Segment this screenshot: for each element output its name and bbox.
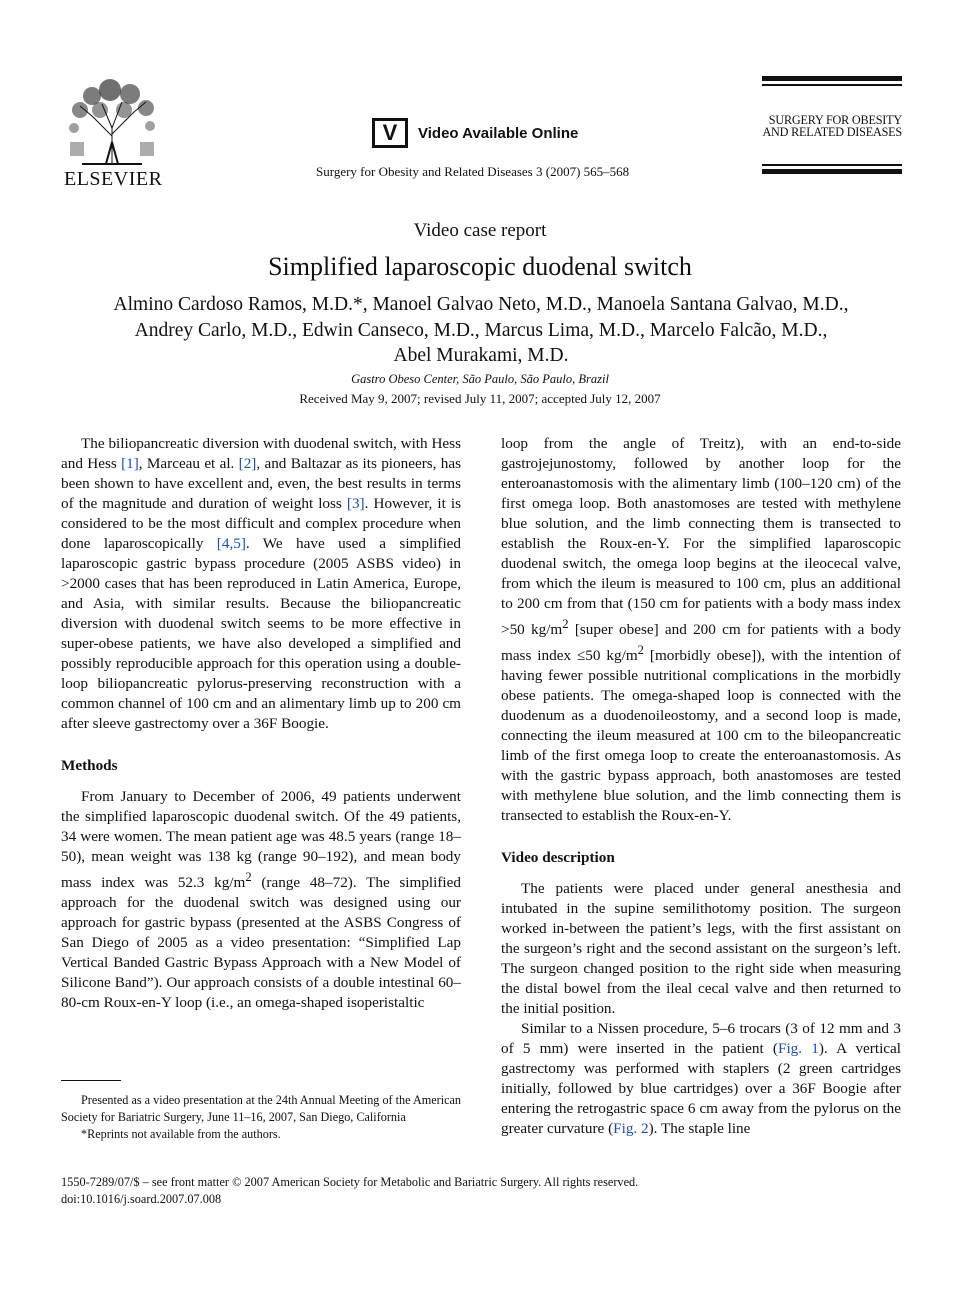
methods-continued-paragraph: loop from the angle of Treitz), with an end-to-side gastrojejunostomy, followed by another loop for the enteroanastomosis with the alimentary limb (100–120 cm) of the first omega loop. Both anastomoses are tested with methylene blue solution, and the limb connecting them is transected to establish the Roux-en-Y. For the simplified laparoscopic duodenal switch, the omega loop begins at the ileocecal valve, from which the ileum is measured to 100 cm, plus an additional to 200 cm from that (150 cm for patients with a body mass index >50 $kg/m^2$ [super obese] and 200 cm for patients with a body mass index ≤50 $kg/m^2$ [morbidly obese]), with the intention of having fewer possible nutritional complications in the morbidly obese patients. The omega-shaped loop is connected with the duodenum as a duodenoileostomy, and a second loop is made, connecting the ileum measured at 100 cm to the bileopancreatic limb of the first omega loop to create the enteroanastomosis. As with the gastric bypass approach, both anastomoses are tested with methylene blue solution, and the limb connecting them is transected to establish the Roux-en-Y. [501,435,901,825]
article-dates: Received May 9, 2007; revised July 11, 2007; accepted July 12, 2007 [299,391,661,406]
doi[interactable]: doi:10.1016/j.soard.2007.07.008 [61,1192,222,1206]
video-description-heading: Video description [501,849,615,867]
video-icon [372,118,408,148]
video-paragraph-1: The patients were placed under general anesthesia and intubated in the supine semilithotomy position. The surgeon worked in-between the patient’s legs, with the first assistant on the surgeon’s right and the second assistant on the surgeon’s left. The surgeon changed position to the right side when measuring the distal bowel from the ileal cecal valve and then returned to the initial position. [501,880,901,1018]
copyright-block [61,1174,638,1208]
methods-paragraph: From January to December of 2006, 49 patients underwent the simplified laparoscopic duodenal switch. Of the 49 patients, 34 were women. The mean patient age was 48.5 years (range 18–50), mean weight was 138 kg (range 90–192), and mean body mass index was 52.3 $kg/m^2$ (range 48–72). The simplified approach for the duodenal switch was designed using our approach for gastric bypass (presented at the ASBS Congress of San Diego of 2005 as a video presentation: “Simplified Lap Vertical Banded Gastric Bypass Approach with a New Model of Silicone Band”). Our approach consists of a double intestinal 60–80-cm Roux-en-Y loop (i.e., an omega-shaped isoperistaltic [61,788,461,1012]
reference-link-2[interactable]: [2] [238,455,257,472]
issn-copyright: 1550-7289/07/$ – see front matter © 2007 American Society for Metabolic and Bariatric Surgery. All rights reserved. [61,1175,639,1189]
video-paragraph-2: Similar to a Nissen procedure, 5–6 trocars (3 of 12 mm and 3 of 5 mm) were inserted in the patient (Fig. 1). A vertical gastrectomy was performed with staplers (2 green cartridges initially, followed by blue cartridges) over a 36F Boogie after entering the retrogastric space 6 cm away from the pylorus on the greater curvature (Fig. 2). The staple line [501,1020,901,1138]
masthead-rule-top [762,76,902,81]
right-column [501,434,901,1139]
footnote-divider [61,1080,121,1081]
masthead-rule-bottom [762,164,902,174]
masthead-rule-top-thin [762,84,902,86]
authors-line-1: Almino Cardoso Ramos, M.D.*, Manoel Galvao Neto, M.D., Manoela Santana Galvao, M.D., [113,294,849,315]
footnotes [61,1092,461,1143]
video-icon-letter: V [382,120,398,145]
footnote-presentation: Presented as a video presentation at the 24th Annual Meeting of the American Society for Bariatric Surgery, June 11–16, 2007, San Diego, California [61,1093,461,1124]
reference-link-1[interactable]: [1] [121,455,139,472]
left-column [61,434,461,1013]
author-list [50,292,912,369]
authors-line-2: Andrey Carlo, M.D., Edwin Canseco, M.D., Marcus Lima, M.D., Marcelo Falcão, M.D., [134,319,828,341]
footnote-reprints: *Reprints not available from the authors. [81,1127,281,1141]
figure-link-2[interactable]: Fig. 2 [613,1120,649,1138]
journal-citation: Surgery for Obesity and Related Diseases 3 (2007) 565–568 [316,164,630,179]
reference-link-4-5[interactable]: [4,5] [216,535,246,552]
affiliation: Gastro Obeso Center, São Paulo, São Paulo, Brazil [351,372,609,386]
figure-link-1[interactable]: Fig. 1 [778,1040,819,1058]
elsevier-tree-logo [62,76,162,166]
journal-name [762,114,902,139]
article-title: Simplified laparoscopic duodenal switch [268,252,692,281]
reference-link-3[interactable]: [3] [346,495,365,512]
journal-masthead [762,76,902,139]
publisher-name: ELSEVIER [64,168,163,190]
intro-paragraph: The biliopancreatic diversion with duodenal switch, with Hess and Hess [1], Marceau et al. [2], and Baltazar as its pioneers, has been shown to have excellent and, even, the best results in terms of the magnitude and duration of weight loss [3]. However, it is considered to be the most difficult and complex procedure when done laparoscopically [4,5]. We have used a simplified laparoscopic gastric bypass procedure (2005 ASBS video) in >2000 cases that has been reproduced in Latin America, Europe, and Asia, with similar results. Because the biliopancreatic diversion with duodenal switch seems to be more effective in super-obese patients, we have also developed a simplified and possibly reproducible approach for this operation using a double-loop biliopancreatic pylorus-preserving reconstruction with a common channel of 100 cm and an alimentary limb up to 200 cm after sleeve gastrectomy over a 36F Boogie. [61,435,462,732]
video-available-badge[interactable] [372,116,578,150]
authors-line-3: Abel Murakami, M.D. [393,345,569,366]
article-type: Video case report [413,220,547,241]
journal-name-line1: SURGERY FOR OBESITY [768,112,902,127]
tree-icon [62,76,162,166]
video-available-label: Video Available Online [418,124,579,142]
methods-heading: Methods [61,757,118,774]
journal-name-line2: AND RELATED DISEASES [762,125,902,139]
